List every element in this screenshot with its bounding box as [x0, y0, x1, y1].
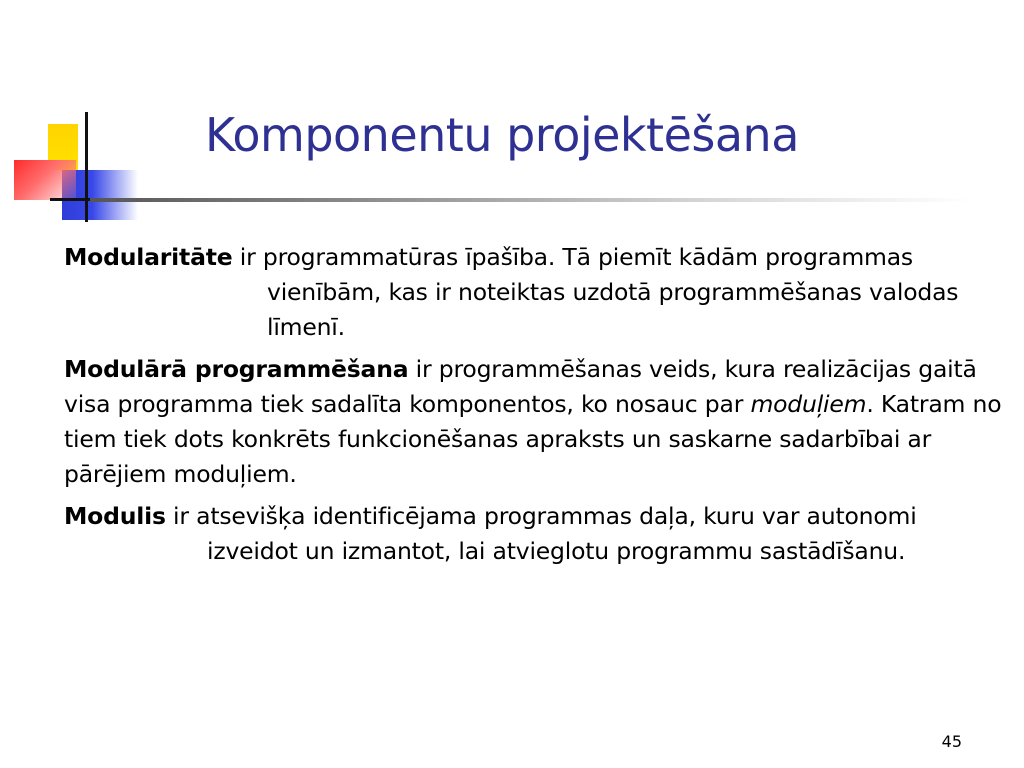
term-modularitate: Modularitāte	[64, 243, 233, 271]
page-number: 45	[941, 732, 962, 751]
term-modulara-programmesana: Modulārā programmēšana	[64, 355, 409, 383]
title-divider	[90, 198, 970, 202]
paragraph-modulara-programmesana	[64, 352, 1014, 492]
slide-title: Komponentu projektēšana	[205, 108, 799, 162]
paragraph-text: ir programmēšanas veids, kura realizācijas gaitā visa programma tiek sadalīta komponentos, ko nosauc par	[64, 355, 977, 418]
slide-content	[64, 240, 1014, 569]
red-square-icon	[14, 160, 76, 200]
paragraph-text: ir atsevišķa identificējama programmas daļa, kuru var autonomi izveidot un izmantot, lai atvieglotu programmu sastādīšanu.	[165, 502, 917, 565]
term-modulis: Modulis	[64, 502, 166, 530]
paragraph-text: ir programmatūras īpašība. Tā piemīt kādām programmas vienībām, kas ir noteiktas uzdotā programmēšanas valodas līmenī.	[232, 243, 959, 341]
paragraph-modulis	[64, 499, 1014, 569]
vertical-line-icon	[85, 112, 88, 222]
emphasis-moduliem: moduļiem	[750, 390, 867, 418]
paragraph-text: . Katram no tiem tiek dots konkrēts funkcionēšanas apraksts un saskarne sadarbībai ar pārējiem moduļiem.	[64, 390, 1002, 488]
decorative-logo-icon	[0, 0, 150, 230]
paragraph-modularitate	[64, 240, 1014, 345]
